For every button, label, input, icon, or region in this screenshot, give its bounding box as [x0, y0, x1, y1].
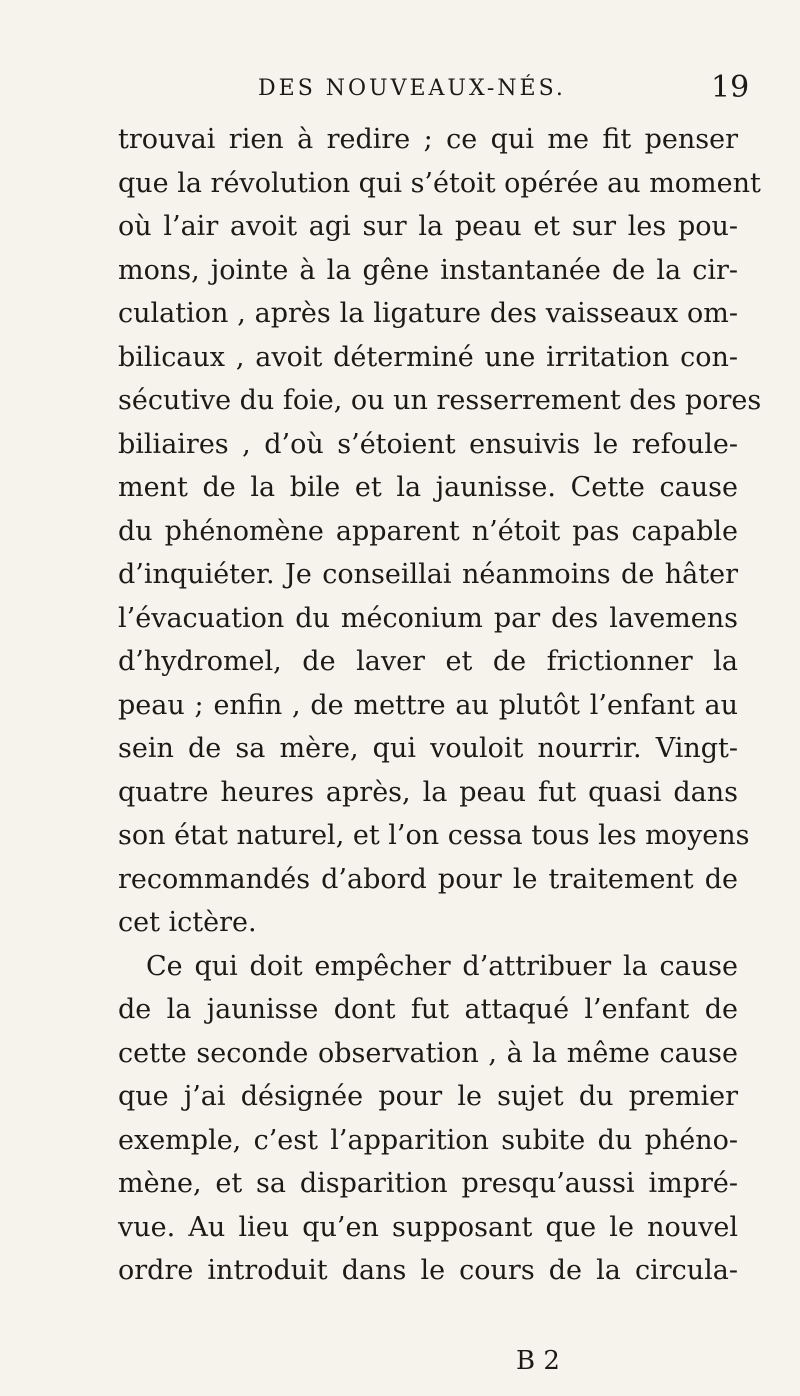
running-title: DES NOUVEAUX-NÉS. — [258, 76, 566, 101]
text-line: que la révolution qui s’étoit opérée au moment — [118, 167, 761, 199]
text-line: du phénomène apparent n’étoit pas capable — [118, 515, 738, 547]
text-line: sécutive du foie, ou un resserrement des pores — [118, 385, 762, 416]
text-line: bilicaux , avoit déterminé une irritation con- — [118, 341, 738, 373]
text-line: trouvai rien à redire ; ce qui me fit penser — [118, 124, 738, 155]
text-line: vue. Au lieu qu’en supposant que le nouvel — [118, 1211, 738, 1243]
text-line: où l’air avoit agi sur la peau et sur les pou- — [118, 211, 738, 242]
text-line: cette seconde observation , à la même cause — [118, 1037, 738, 1069]
text-line: biliaires , d’où s’étoient ensuivis le refoule- — [118, 428, 738, 460]
text-line: peau ; enfin , de mettre au plutôt l’enfant au — [118, 689, 738, 721]
text-line: exemple, c’est l’apparition subite du phéno- — [118, 1124, 738, 1156]
signature-mark: B 2 — [516, 1346, 560, 1376]
text-line: son état naturel, et l’on cessa tous les moyens — [118, 820, 750, 851]
text-line: que j’ai désignée pour le sujet du premier — [118, 1081, 738, 1112]
text-line: mons, jointe à la gêne instantanée de la cir- — [118, 254, 738, 286]
text-line: d’hydromel, de laver et de frictionner la — [118, 646, 738, 677]
text-line: cet ictère. — [118, 907, 257, 938]
page-number: 19 — [711, 70, 750, 105]
text-line: Ce qui doit empêcher d’attribuer la cause — [146, 950, 738, 982]
text-line: ment de la bile et la jaunisse. Cette cause — [118, 472, 738, 503]
text-line: de la jaunisse dont fut attaqué l’enfant de — [118, 994, 738, 1025]
text-line: recommandés d’abord pour le traitement de — [118, 863, 738, 895]
text-line: culation , après la ligature des vaisseaux om- — [118, 298, 738, 329]
text-line: mène, et sa disparition presqu’aussi impré- — [118, 1168, 738, 1199]
text-line: quatre heures après, la peau fut quasi dans — [118, 776, 738, 808]
text-line: l’évacuation du méconium par des lavemens — [118, 602, 738, 634]
body-text — [118, 118, 762, 1293]
text-line: ordre introduit dans le cours de la circula- — [118, 1255, 738, 1286]
text-line: d’inquiéter. Je conseillai néanmoins de hâter — [118, 559, 738, 590]
text-line: sein de sa mère, qui vouloit nourrir. Vingt- — [118, 733, 738, 764]
